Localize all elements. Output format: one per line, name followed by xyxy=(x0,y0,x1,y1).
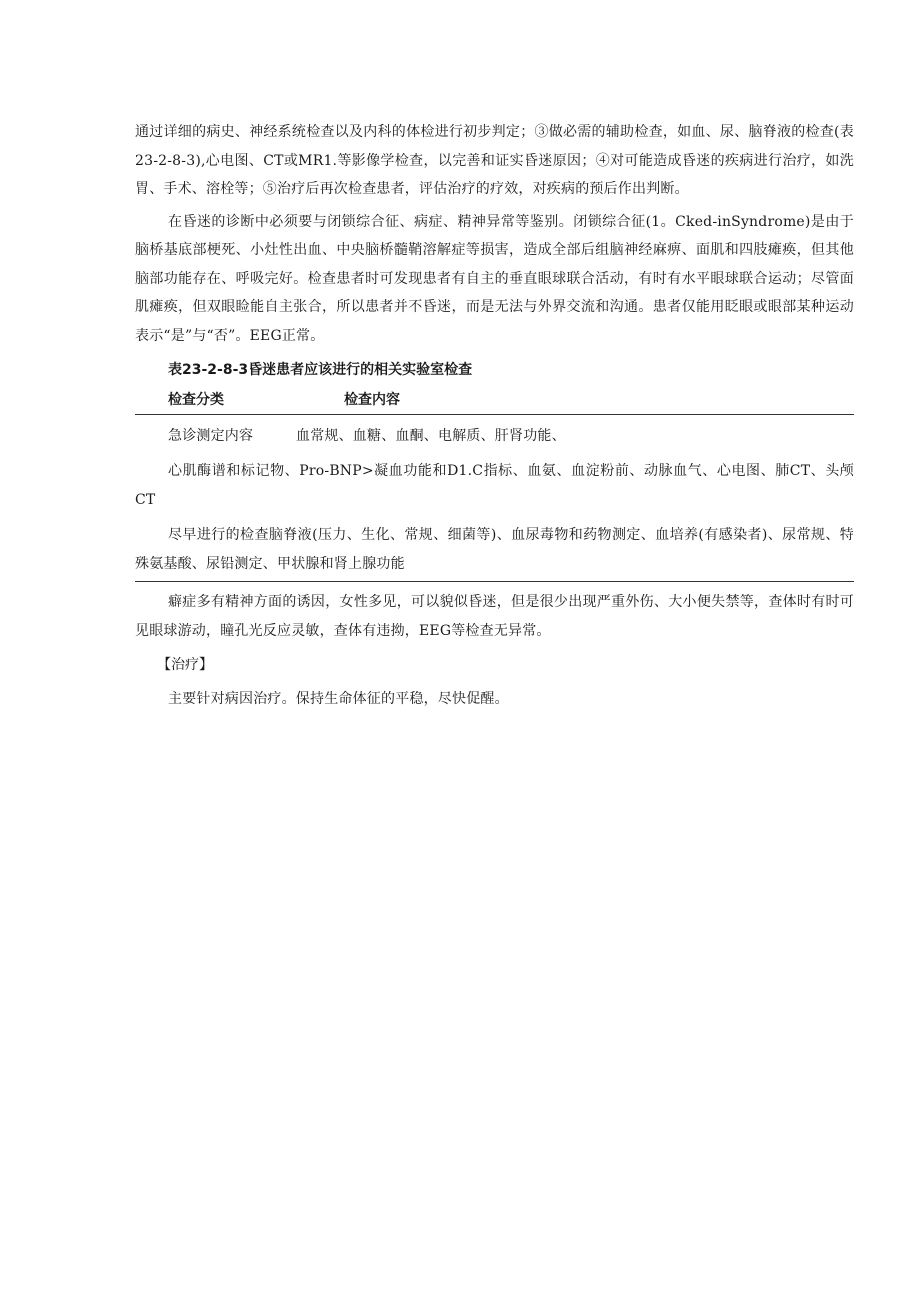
table-cell-category: 急诊测定内容 xyxy=(168,428,254,444)
paragraph-treatment: 主要针对病因治疗。保持生命体征的平稳，尽快促醒。 xyxy=(168,691,509,707)
table-row-early-tests: 尽早进行的检查脑脊液(压力、生化、常规、细菌等)、血尿毒物和药物测定、血培养(有感染者)、尿常规、特殊氨基酸、尿铅测定、甲状腺和肾上腺功能 xyxy=(135,527,854,572)
document-page xyxy=(135,118,854,714)
table-caption: 表23-2-8-3昏迷患者应该进行的相关实验室检查 xyxy=(168,362,473,378)
table-body xyxy=(135,422,854,582)
table-header-content: 检查内容 xyxy=(344,392,400,408)
section-heading-treatment: 【治疗】 xyxy=(157,657,213,673)
table-row-cardiac: 心肌酶谱和标记物、Pro-BNP>凝血功能和D1.C指标、血氨、血淀粉前、动脉血气、心电图、肺CT、头颅CT xyxy=(135,463,854,508)
paragraph-differential-diagnosis: 在昏迷的诊断中必须要与闭锁综合征、病症、精神异常等鉴别。闭锁综合征(1。Cked-inSyndrome)是由于脑桥基底部梗死、小灶性出血、中央脑桥髓鞘溶解症等损害，造成全部后组脑神经麻痹、面肌和四肢瘫痪，但其他脑部功能存在、呼吸完好。检查患者时可发现患者有自主的垂直眼球联合活动，有时有水平眼球联合运动；尽管面肌瘫痪，但双眼睑能自主张合，所以患者并不昏迷，而是无法与外界交流和沟通。患者仅能用眨眼或眼部某种运动表示“是”与“否”。EEG正常。 xyxy=(135,213,854,344)
paragraph-hysteria: 癖症多有精神方面的诱因，女性多见，可以貌似昏迷，但是很少出现严重外伤、大小便失禁等，查体时有时可见眼球游动，瞳孔光反应灵敏，查体有违拗，EEG等检查无异常。 xyxy=(135,594,854,639)
table-header-category: 检查分类 xyxy=(168,392,224,408)
table-header-row xyxy=(135,386,854,415)
table-cell-content: 血常规、血糖、血酮、电解质、肝肾功能、 xyxy=(296,428,566,444)
paragraph-diagnosis-steps: 通过详细的病史、神经系统检查以及内科的体检进行初步判定；③做必需的辅助检查，如血、尿、脑脊液的检查(表23-2-8-3),心电图、CT或MR1.等影像学检查，以完善和证实昏迷原因；④对可能造成昏迷的疾病进行治疗，如洗胃、手术、溶栓等；⑤治疗后再次检查患者，评估治疗的疗效，对疾病的预后作出判断。 xyxy=(135,124,854,197)
table-row-emergency xyxy=(135,422,854,451)
